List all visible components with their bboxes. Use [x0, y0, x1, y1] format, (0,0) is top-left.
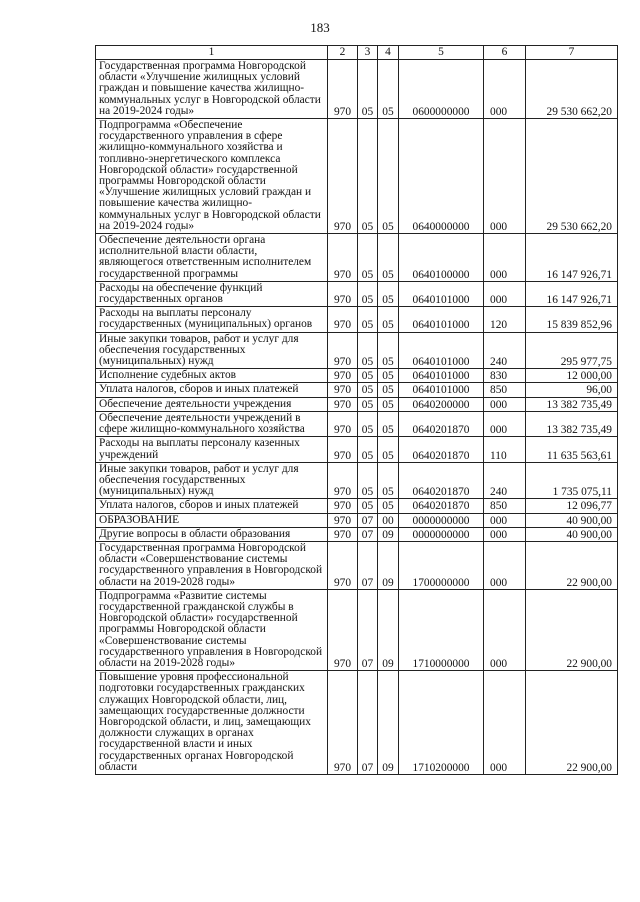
header-col-4: 4 [378, 46, 399, 60]
row-target-article: 1710200000 [399, 671, 484, 775]
table-row [96, 671, 618, 775]
budget-table [95, 45, 618, 775]
row-expense-type: 000 [484, 234, 526, 282]
row-ved-code: 970 [328, 307, 358, 332]
row-section-code: 05 [358, 60, 378, 119]
header-col-6: 6 [484, 46, 526, 60]
row-target-article: 0640101000 [399, 307, 484, 332]
row-amount: 16 147 926,71 [526, 234, 618, 282]
row-subsection-code: 05 [378, 307, 399, 332]
row-subsection-code: 09 [378, 671, 399, 775]
row-subsection-code: 05 [378, 499, 399, 513]
row-name: Обеспечение деятельности учреждений в сфере жилищно-коммунального хозяйства [96, 411, 328, 436]
row-subsection-code: 05 [378, 332, 399, 369]
row-expense-type: 850 [484, 499, 526, 513]
row-expense-type: 000 [484, 411, 526, 436]
row-subsection-code: 00 [378, 513, 399, 527]
row-expense-type: 830 [484, 369, 526, 383]
table-row [96, 60, 618, 119]
table-body [96, 60, 618, 775]
row-subsection-code: 05 [378, 437, 399, 462]
row-subsection-code: 05 [378, 397, 399, 411]
row-target-article: 0640101000 [399, 383, 484, 397]
row-target-article: 0640201870 [399, 437, 484, 462]
row-section-code: 05 [358, 383, 378, 397]
row-subsection-code: 05 [378, 281, 399, 306]
row-expense-type: 000 [484, 281, 526, 306]
row-ved-code: 970 [328, 332, 358, 369]
row-ved-code: 970 [328, 462, 358, 499]
row-ved-code: 970 [328, 281, 358, 306]
row-ved-code: 970 [328, 437, 358, 462]
row-amount: 13 382 735,49 [526, 397, 618, 411]
row-section-code: 05 [358, 499, 378, 513]
table-row [96, 513, 618, 527]
row-name: Расходы на выплаты персоналу государственных (муниципальных) органов [96, 307, 328, 332]
row-expense-type: 000 [484, 671, 526, 775]
row-subsection-code: 05 [378, 462, 399, 499]
row-name: Государственная программа Новгородской области «Улучшение жилищных условий граждан и повышение качества жилищно-коммунальных услуг в Новгородской области на 2019-2024 годы» [96, 60, 328, 119]
row-target-article: 1700000000 [399, 541, 484, 589]
row-section-code: 05 [358, 411, 378, 436]
row-section-code: 05 [358, 332, 378, 369]
row-amount: 1 735 075,11 [526, 462, 618, 499]
table-row [96, 527, 618, 541]
table-row [96, 383, 618, 397]
row-amount: 22 900,00 [526, 541, 618, 589]
row-subsection-code: 05 [378, 383, 399, 397]
row-amount: 12 000,00 [526, 369, 618, 383]
header-row [96, 46, 618, 60]
row-expense-type: 110 [484, 437, 526, 462]
table-row [96, 119, 618, 234]
row-expense-type: 000 [484, 527, 526, 541]
row-amount: 29 530 662,20 [526, 60, 618, 119]
table-row [96, 332, 618, 369]
row-subsection-code: 09 [378, 527, 399, 541]
row-target-article: 0000000000 [399, 527, 484, 541]
row-expense-type: 000 [484, 589, 526, 670]
row-amount: 16 147 926,71 [526, 281, 618, 306]
row-expense-type: 000 [484, 60, 526, 119]
row-section-code: 05 [358, 397, 378, 411]
row-amount: 96,00 [526, 383, 618, 397]
row-subsection-code: 09 [378, 541, 399, 589]
header-col-7: 7 [526, 46, 618, 60]
row-ved-code: 970 [328, 119, 358, 234]
row-amount: 22 900,00 [526, 589, 618, 670]
row-section-code: 07 [358, 527, 378, 541]
page-number: 183 [310, 20, 330, 35]
row-section-code: 05 [358, 437, 378, 462]
row-amount: 13 382 735,49 [526, 411, 618, 436]
row-name: Уплата налогов, сборов и иных платежей [96, 499, 328, 513]
table-row [96, 437, 618, 462]
row-name: ОБРАЗОВАНИЕ [96, 513, 328, 527]
row-section-code: 07 [358, 589, 378, 670]
row-amount: 295 977,75 [526, 332, 618, 369]
table-row [96, 462, 618, 499]
table-row [96, 281, 618, 306]
row-subsection-code: 05 [378, 60, 399, 119]
row-section-code: 05 [358, 462, 378, 499]
row-amount: 11 635 563,61 [526, 437, 618, 462]
row-ved-code: 970 [328, 527, 358, 541]
row-subsection-code: 09 [378, 589, 399, 670]
row-section-code: 05 [358, 307, 378, 332]
row-amount: 40 900,00 [526, 527, 618, 541]
row-target-article: 0640101000 [399, 332, 484, 369]
row-expense-type: 000 [484, 513, 526, 527]
row-target-article: 0640000000 [399, 119, 484, 234]
header-col-3: 3 [358, 46, 378, 60]
row-target-article: 0640101000 [399, 369, 484, 383]
row-section-code: 07 [358, 671, 378, 775]
header-col-5: 5 [399, 46, 484, 60]
row-subsection-code: 05 [378, 369, 399, 383]
row-section-code: 07 [358, 541, 378, 589]
table-row [96, 541, 618, 589]
row-section-code: 05 [358, 119, 378, 234]
row-ved-code: 970 [328, 411, 358, 436]
table-row [96, 589, 618, 670]
row-name: Иные закупки товаров, работ и услуг для обеспечения государственных (муниципальных) нужд [96, 332, 328, 369]
row-name: Иные закупки товаров, работ и услуг для обеспечения государственных (муниципальных) нужд [96, 462, 328, 499]
row-name: Подпрограмма «Развитие системы государственной гражданской службы в Новгородской области» государственной программы Новгородской области «Совершенствование системы государственного управления в Новгородской области на 2019-2028 годы» [96, 589, 328, 670]
row-amount: 15 839 852,96 [526, 307, 618, 332]
row-name: Другие вопросы в области образования [96, 527, 328, 541]
row-name: Повышение уровня профессиональной подготовки государственных гражданских служащих Новгородской области, лиц, замещающих государственные должности Новгородской области, и лиц, замещающих должности служащих в органах государственной власти и иных государственных органах Новгородской области [96, 671, 328, 775]
row-expense-type: 000 [484, 119, 526, 234]
header-col-1: 1 [96, 46, 328, 60]
row-ved-code: 970 [328, 499, 358, 513]
row-ved-code: 970 [328, 513, 358, 527]
table-row [96, 307, 618, 332]
row-section-code: 05 [358, 369, 378, 383]
row-name: Обеспечение деятельности учреждения [96, 397, 328, 411]
row-name: Уплата налогов, сборов и иных платежей [96, 383, 328, 397]
row-section-code: 05 [358, 234, 378, 282]
row-target-article: 0640101000 [399, 281, 484, 306]
row-ved-code: 970 [328, 589, 358, 670]
row-name: Подпрограмма «Обеспечение государственного управления в сфере жилищно-коммунального хозяйства и топливно-энергетического комплекса Новгородской области» государственной программы Новгородской области «Улучшение жилищных условий граждан и повышение качества жилищно-коммунальных услуг в Новгородской области на 2019-2024 годы» [96, 119, 328, 234]
table-row [96, 499, 618, 513]
row-ved-code: 970 [328, 541, 358, 589]
row-expense-type: 850 [484, 383, 526, 397]
header-col-2: 2 [328, 46, 358, 60]
row-subsection-code: 05 [378, 119, 399, 234]
row-amount: 12 096,77 [526, 499, 618, 513]
row-expense-type: 000 [484, 397, 526, 411]
row-name: Расходы на обеспечение функций государственных органов [96, 281, 328, 306]
table-row [96, 234, 618, 282]
row-target-article: 0640201870 [399, 411, 484, 436]
row-target-article: 0640200000 [399, 397, 484, 411]
row-name: Исполнение судебных актов [96, 369, 328, 383]
table-row [96, 397, 618, 411]
row-section-code: 07 [358, 513, 378, 527]
row-amount: 29 530 662,20 [526, 119, 618, 234]
row-expense-type: 000 [484, 541, 526, 589]
row-expense-type: 120 [484, 307, 526, 332]
row-ved-code: 970 [328, 383, 358, 397]
row-target-article: 0000000000 [399, 513, 484, 527]
row-section-code: 05 [358, 281, 378, 306]
row-target-article: 1710000000 [399, 589, 484, 670]
row-name: Расходы на выплаты персоналу казенных учреждений [96, 437, 328, 462]
row-ved-code: 970 [328, 369, 358, 383]
row-ved-code: 970 [328, 60, 358, 119]
table-row [96, 369, 618, 383]
row-amount: 40 900,00 [526, 513, 618, 527]
row-subsection-code: 05 [378, 411, 399, 436]
row-ved-code: 970 [328, 234, 358, 282]
row-amount: 22 900,00 [526, 671, 618, 775]
row-target-article: 0640100000 [399, 234, 484, 282]
row-ved-code: 970 [328, 671, 358, 775]
row-subsection-code: 05 [378, 234, 399, 282]
row-name: Государственная программа Новгородской области «Совершенствование системы государственного управления в Новгородской области на 2019-2028 годы» [96, 541, 328, 589]
row-target-article: 0640201870 [399, 462, 484, 499]
row-name: Обеспечение деятельности органа исполнительной власти области, являющегося ответственным исполнителем государственной программы [96, 234, 328, 282]
row-ved-code: 970 [328, 397, 358, 411]
row-target-article: 0640201870 [399, 499, 484, 513]
table-row [96, 411, 618, 436]
row-expense-type: 240 [484, 332, 526, 369]
row-target-article: 0600000000 [399, 60, 484, 119]
row-expense-type: 240 [484, 462, 526, 499]
